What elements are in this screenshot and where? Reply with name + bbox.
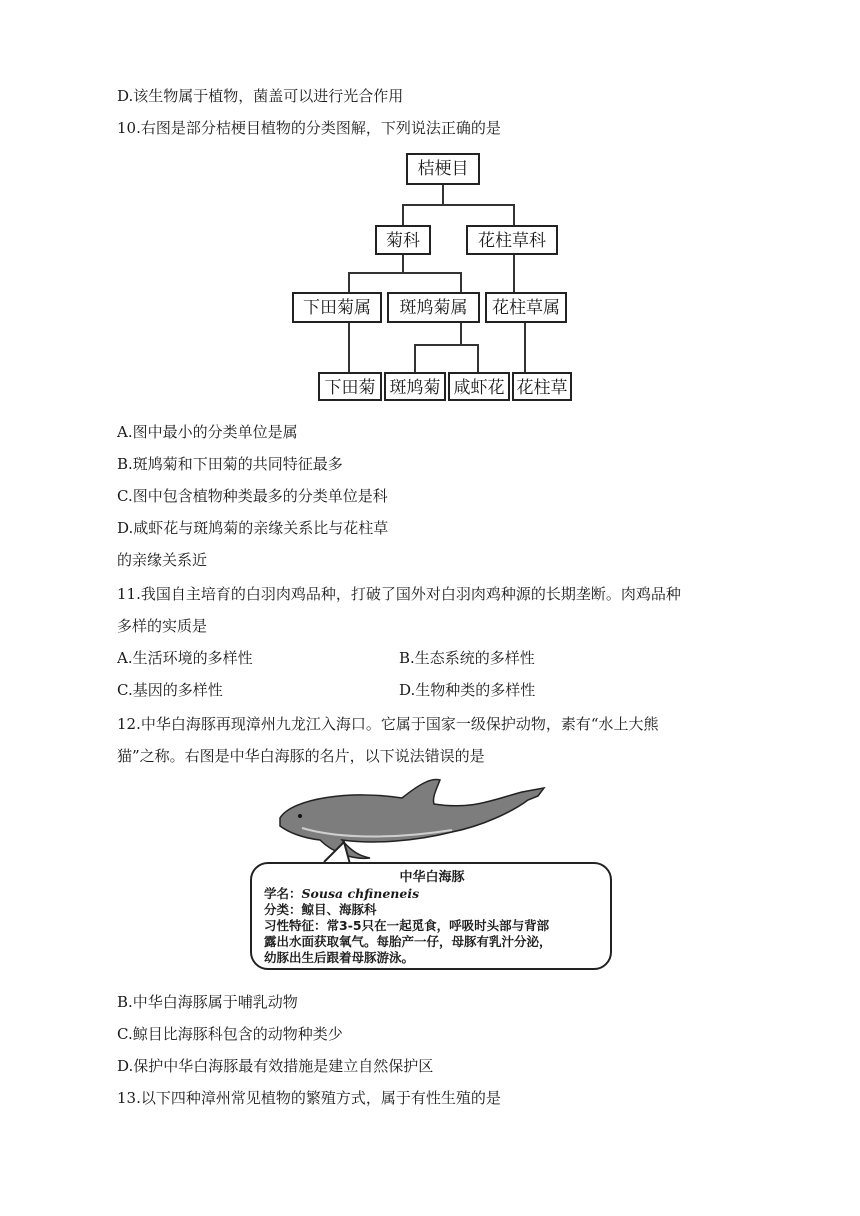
card-sci-name: Sousa chfineneis xyxy=(301,886,420,901)
q10-option-d-cont: 的亲缘关系近 xyxy=(117,551,208,569)
node-species-3: 咸虾花 xyxy=(448,372,510,401)
q10-stem: 10.右图是部分桔梗目植物的分类图解，下列说法正确的是 xyxy=(117,119,501,137)
q11-option-a: A.生活环境的多样性 xyxy=(117,649,253,667)
q13-stem: 13.以下四种漳州常见植物的繁殖方式，属于有性生殖的是 xyxy=(117,1089,501,1107)
q10-option-c: C.图中包含植物种类最多的分类单位是科 xyxy=(117,487,388,505)
dolphin-illustration xyxy=(232,770,632,870)
q11-stem: 11.我国自主培育的白羽肉鸡品种，打破了国外对白羽肉鸡种源的长期垄断。肉鸡品种 xyxy=(117,585,681,603)
q10-option-d: D.咸虾花与斑鸠菊的亲缘关系比与花柱草 xyxy=(117,519,389,537)
card-sci-label: 学名： xyxy=(264,886,302,901)
card-habit-3: 幼豚出生后跟着母豚游泳。 xyxy=(264,950,415,965)
node-species-4: 花柱草 xyxy=(512,372,572,401)
node-genus-1: 下田菊属 xyxy=(292,292,382,323)
q12-option-c: C.鲸目比海豚科包含的动物种类少 xyxy=(117,1025,343,1043)
node-family-1: 菊科 xyxy=(375,225,431,255)
taxonomy-tree-diagram xyxy=(288,148,578,403)
node-order: 桔梗目 xyxy=(406,153,480,185)
node-family-2: 花柱草科 xyxy=(466,225,558,255)
card-habit-2: 露出水面获取氧气。每胎产一仔，母豚有乳汁分泌， xyxy=(264,934,552,949)
node-species-1: 下田菊 xyxy=(318,372,382,401)
q11-option-c: C.基因的多样性 xyxy=(117,681,223,699)
q12-stem-cont: 猫”之称。右图是中华白海豚的名片，以下说法错误的是 xyxy=(117,747,485,765)
card-title: 中华白海豚 xyxy=(399,870,465,885)
card-habit-1: 习性特征：常3-5只在一起觅食，呼吸时头部与背部 xyxy=(264,918,550,933)
node-genus-2: 斑鸠菊属 xyxy=(387,292,480,323)
q11-option-b: B.生态系统的多样性 xyxy=(399,649,535,667)
q10-option-a: A.图中最小的分类单位是属 xyxy=(117,423,298,441)
q11-option-d: D.生物种类的多样性 xyxy=(399,681,536,699)
q10-option-b: B.斑鸠菊和下田菊的共同特征最多 xyxy=(117,455,343,473)
card-classification: 分类：鲸目、海豚科 xyxy=(264,902,377,917)
node-species-2: 斑鸠菊 xyxy=(384,372,446,401)
q11-stem-cont: 多样的实质是 xyxy=(117,617,208,635)
q12-stem: 12.中华白海豚再现漳州九龙江入海口。它属于国家一级保护动物，素有“水上大熊 xyxy=(117,715,659,733)
card-sci-name-row xyxy=(264,886,600,902)
dolphin-info-card xyxy=(250,862,612,970)
dolphin-card-figure xyxy=(232,770,632,980)
q12-option-d: D.保护中华白海豚最有效措施是建立自然保护区 xyxy=(117,1057,434,1075)
node-genus-3: 花柱草属 xyxy=(485,292,567,323)
q9-option-d: D.该生物属于植物，菌盖可以进行光合作用 xyxy=(117,87,404,105)
q12-option-b: B.中华白海豚属于哺乳动物 xyxy=(117,993,298,1011)
